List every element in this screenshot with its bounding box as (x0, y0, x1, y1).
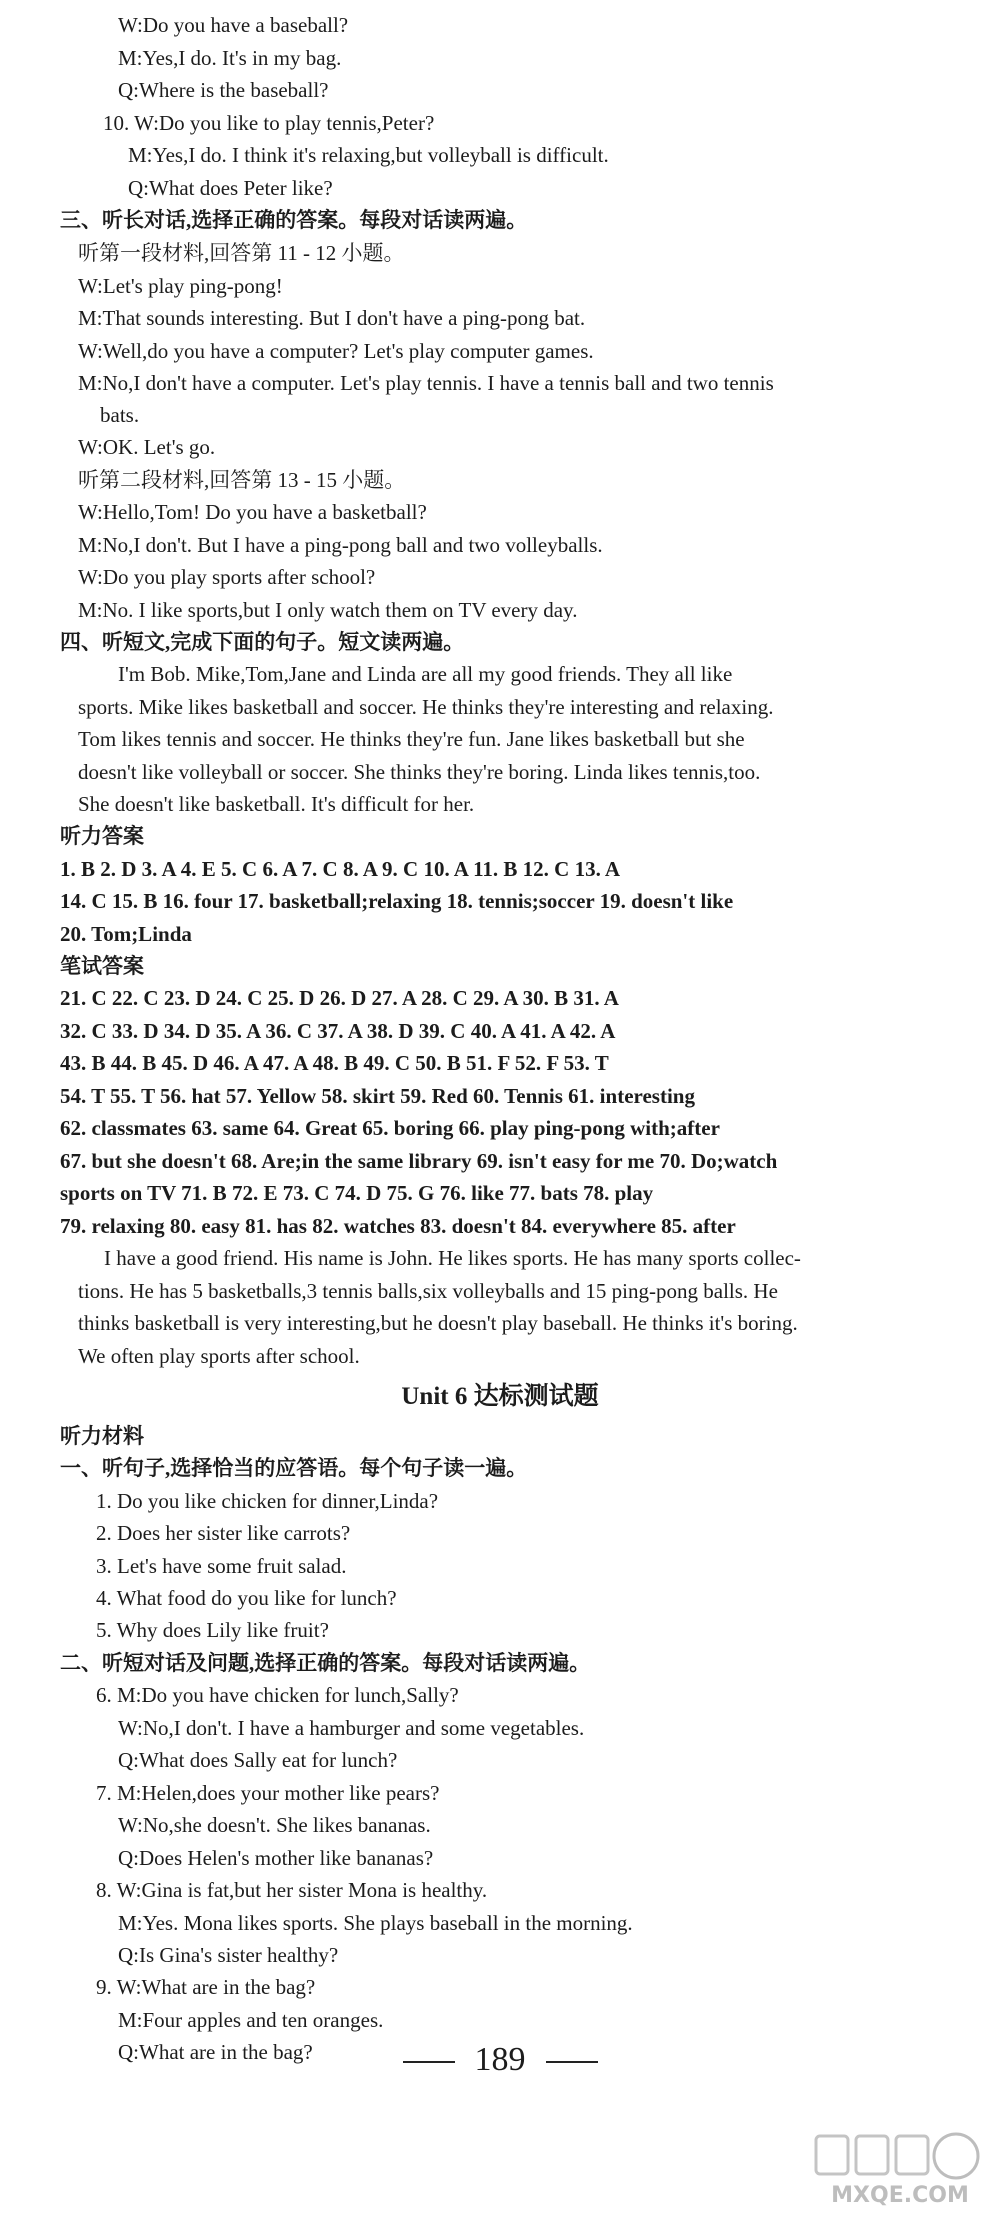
text-line: W:Do you have a baseball? (118, 13, 349, 37)
text-line: 4. What food do you like for lunch? (96, 1586, 397, 1610)
text-line: 62. classmates 63. same 64. Great 65. boring 66. play ping-pong with;after (60, 1116, 720, 1140)
text-line: We often play sports after school. (78, 1344, 360, 1368)
text-line: 67. but she doesn't 68. Are;in the same library 69. isn't easy for me 70. Do;watch (60, 1149, 778, 1173)
page-number-dash (546, 2061, 598, 2063)
text-line: 6. M:Do you have chicken for lunch,Sally? (96, 1683, 459, 1707)
page-number-text: 189 (474, 2041, 526, 2078)
text-line: Q:What does Peter like? (128, 176, 333, 200)
text-line: M:Yes. Mona likes sports. She plays baseball in the morning. (118, 1911, 633, 1935)
text-line: 听力答案 (60, 824, 144, 848)
text-line: doesn't like volleyball or soccer. She thinks they're boring. Linda likes tennis,too. (78, 760, 761, 784)
text-line: sports on TV 71. B 72. E 73. C 74. D 75. G 76. like 77. bats 78. play (60, 1181, 654, 1205)
text-line: Q:What does Sally eat for lunch? (118, 1748, 398, 1772)
watermark-logo (808, 2130, 988, 2208)
text-line: 10. W:Do you like to play tennis,Peter? (103, 111, 435, 135)
text-line: 1. B 2. D 3. A 4. E 5. C 6. A 7. C 8. A 9. C 10. A 11. B 12. C 13. A (60, 857, 621, 881)
text-line: bats. (100, 403, 140, 427)
text-line: 32. C 33. D 34. D 35. A 36. C 37. A 38. D 39. C 40. A 41. A 42. A (60, 1019, 616, 1043)
text-line: 2. Does her sister like carrots? (96, 1521, 351, 1545)
page-number (0, 2040, 1000, 2080)
text-line: thinks basketball is very interesting,but he doesn't play baseball. He thinks it's boring. (78, 1311, 798, 1335)
text-line: 7. M:Helen,does your mother like pears? (96, 1781, 440, 1805)
unit-title: Unit 6 达标测试题 (401, 1383, 599, 1410)
text-line: W:No,she doesn't. She likes bananas. (118, 1813, 431, 1837)
text-line: M:No. I like sports,but I only watch them on TV every day. (78, 598, 578, 622)
text-line: 9. W:What are in the bag? (96, 1975, 316, 1999)
text-line: 二、听短对话及问题,选择正确的答案。每段对话读两遍。 (60, 1651, 591, 1675)
text-line: Q:Does Helen's mother like bananas? (118, 1846, 434, 1870)
text-line: Q:Is Gina's sister healthy? (118, 1943, 339, 1967)
text-line: 听力材料 (60, 1424, 144, 1448)
text-line: W:Let's play ping-pong! (78, 274, 283, 298)
text-line: M:That sounds interesting. But I don't have a ping-pong bat. (78, 306, 586, 330)
text-line: M:No,I don't have a computer. Let's play tennis. I have a tennis ball and two tennis (78, 371, 774, 395)
text-line: Tom likes tennis and soccer. He thinks they're fun. Jane likes basketball but she (78, 727, 745, 751)
text-line: 79. relaxing 80. easy 81. has 82. watches 83. doesn't 84. everywhere 85. after (60, 1214, 736, 1238)
text-line: 三、听长对话,选择正确的答案。每段对话读两遍。 (60, 208, 528, 232)
text-line: 14. C 15. B 16. four 17. basketball;relaxing 18. tennis;soccer 19. doesn't like (60, 889, 734, 913)
text-line: 5. Why does Lily like fruit? (96, 1618, 329, 1642)
text-line: I'm Bob. Mike,Tom,Jane and Linda are all my good friends. They all like (118, 662, 733, 686)
text-line: 1. Do you like chicken for dinner,Linda? (96, 1489, 439, 1513)
text-line: 四、听短文,完成下面的句子。短文读两遍。 (60, 630, 465, 654)
text-line: 3. Let's have some fruit salad. (96, 1554, 347, 1578)
watermark-text: MXQE.COM (831, 2183, 969, 2208)
text-line: W:No,I don't. I have a hamburger and some vegetables. (118, 1716, 585, 1740)
text-line: 听第二段材料,回答第 13 - 15 小题。 (78, 468, 406, 492)
text-line: 一、听句子,选择恰当的应答语。每个句子读一遍。 (60, 1456, 528, 1480)
text-line: She doesn't like basketball. It's difficult for her. (78, 792, 475, 816)
text-line: W:Do you play sports after school? (78, 565, 376, 589)
text-line: 43. B 44. B 45. D 46. A 47. A 48. B 49. C 50. B 51. F 52. F 53. T (60, 1051, 609, 1075)
text-line: 20. Tom;Linda (60, 922, 192, 946)
text-line: W:Hello,Tom! Do you have a basketball? (78, 500, 427, 524)
text-line: M:Yes,I do. It's in my bag. (118, 46, 342, 70)
text-line: 笔试答案 (60, 954, 144, 978)
text-line: W:OK. Let's go. (78, 435, 216, 459)
text-line: M:Four apples and ten oranges. (118, 2008, 384, 2032)
text-line: 听第一段材料,回答第 11 - 12 小题。 (78, 241, 405, 265)
page-number-dash (403, 2061, 455, 2063)
text-line: M:Yes,I do. I think it's relaxing,but volleyball is difficult. (128, 143, 609, 167)
text-line: I have a good friend. His name is John. He likes sports. He has many sports collec- (104, 1246, 801, 1270)
text-line: 54. T 55. T 56. hat 57. Yellow 58. skirt 59. Red 60. Tennis 61. interesting (60, 1084, 695, 1108)
text-line: 21. C 22. C 23. D 24. C 25. D 26. D 27. A 28. C 29. A 30. B 31. A (60, 986, 619, 1010)
text-line: M:No,I don't. But I have a ping-pong ball and two volleyballs. (78, 533, 603, 557)
text-line: sports. Mike likes basketball and soccer. He thinks they're interesting and relaxing. (78, 695, 774, 719)
text-line: tions. He has 5 basketballs,3 tennis balls,six volleyballs and 15 ping-pong balls. He (78, 1279, 778, 1303)
text-line: W:Well,do you have a computer? Let's play computer games. (78, 339, 594, 363)
text-line: Q:Where is the baseball? (118, 78, 329, 102)
text-line: 8. W:Gina is fat,but her sister Mona is healthy. (96, 1878, 488, 1902)
text-line: Q:What are in the bag? (118, 2040, 313, 2064)
